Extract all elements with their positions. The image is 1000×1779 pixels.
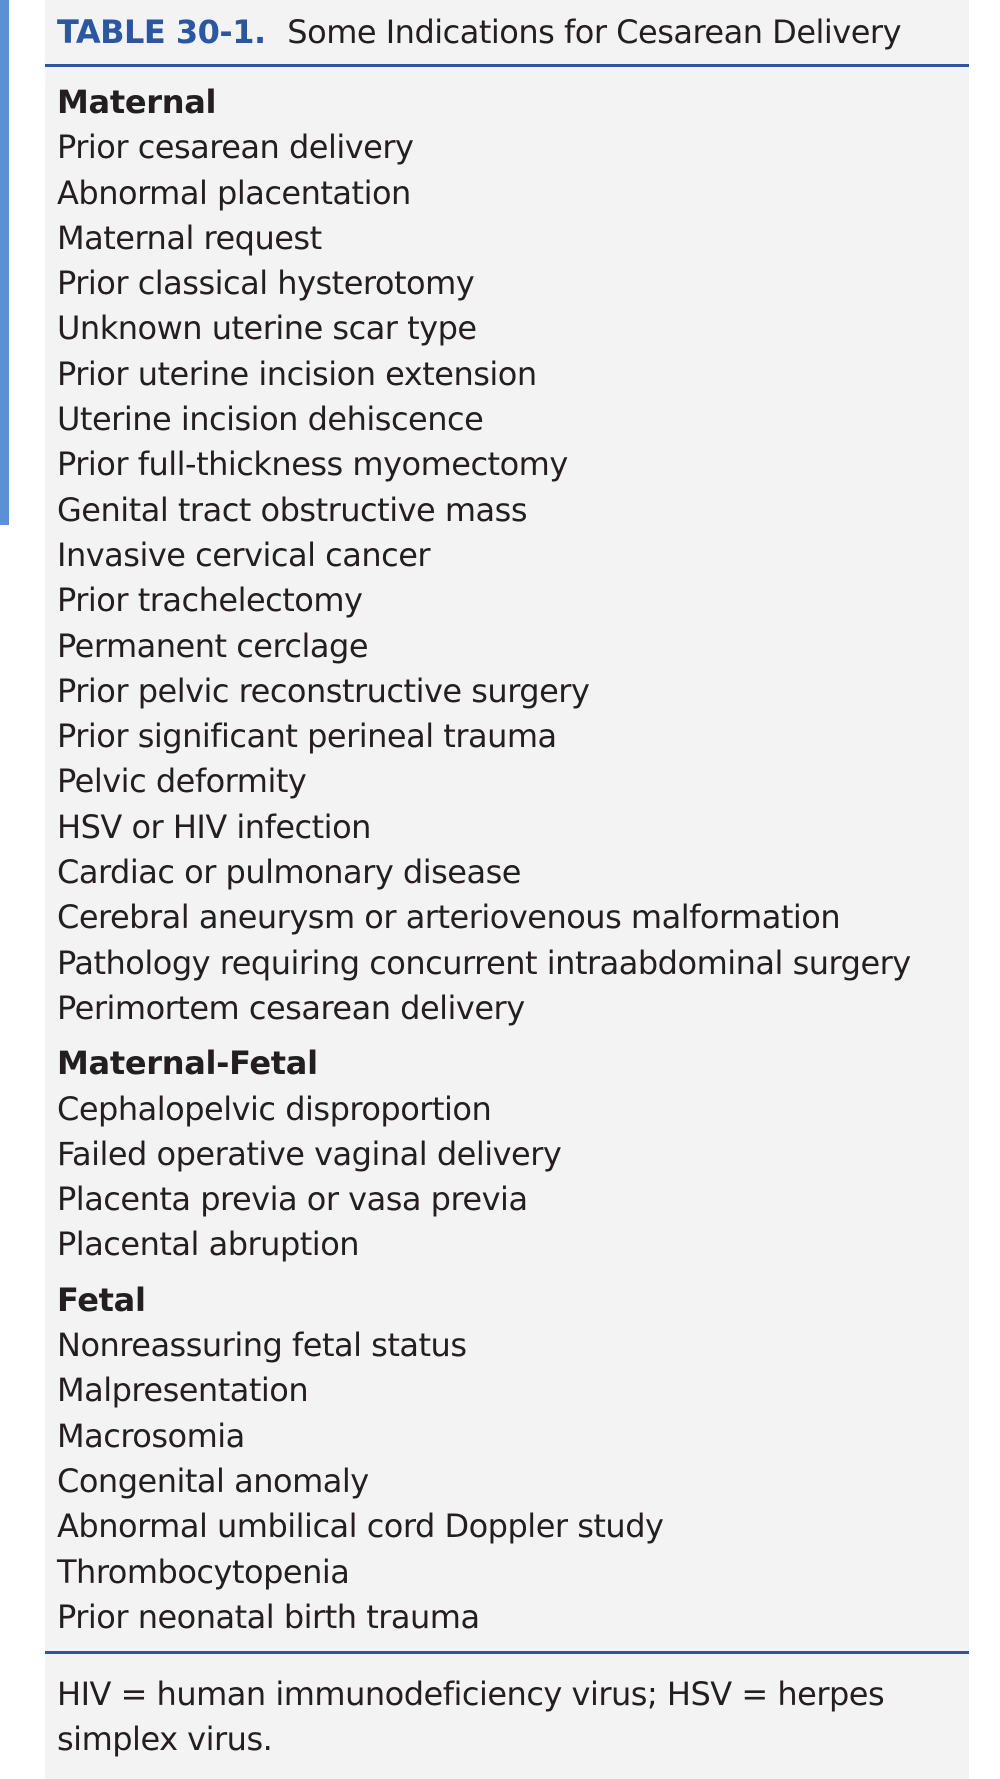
indication-item: Genital tract obstructive mass [57, 490, 527, 529]
indication-item: Prior trachelectomy [57, 581, 363, 620]
section-heading: Maternal-Fetal [57, 1044, 318, 1083]
table-section [57, 1278, 962, 1640]
indication-item: Prior neonatal birth trauma [57, 1597, 480, 1636]
indication-item: Unknown uterine scar type [57, 309, 477, 348]
indication-item: Cardiac or pulmonary disease [57, 853, 521, 892]
indication-item: Pathology requiring concurrent intraabdominal surgery [57, 943, 911, 982]
indication-item: Placenta previa or vasa previa [57, 1180, 528, 1219]
indication-item: Prior classical hysterotomy [57, 264, 475, 303]
table-bottom-rule [45, 1651, 969, 1654]
indication-item: HSV or HIV infection [57, 807, 371, 846]
indication-item: Nonreassuring fetal status [57, 1326, 467, 1365]
indication-item: Perimortem cesarean delivery [57, 988, 525, 1027]
indication-item: Pelvic deformity [57, 762, 307, 801]
table-footnote: HIV = human immunodeficiency virus; HSV = herpes simplex virus. [57, 1675, 885, 1758]
indication-item: Placental abruption [57, 1225, 360, 1264]
indication-item: Prior significant perineal trauma [57, 717, 557, 756]
indication-item: Thrombocytopenia [57, 1552, 350, 1591]
table-caption [57, 6, 901, 58]
table-panel [45, 0, 969, 1779]
indication-item: Uterine incision dehiscence [57, 400, 484, 439]
indication-item: Maternal request [57, 218, 322, 257]
indication-item: Failed operative vaginal delivery [57, 1134, 562, 1173]
indication-item: Cerebral aneurysm or arteriovenous malformation [57, 898, 841, 937]
indication-item: Cephalopelvic disproportion [57, 1089, 492, 1128]
indication-item: Malpresentation [57, 1371, 309, 1410]
indication-item: Abnormal umbilical cord Doppler study [57, 1507, 664, 1546]
indication-item: Prior full-thickness myomectomy [57, 445, 568, 484]
table-number: TABLE 30-1. [57, 13, 266, 51]
section-heading: Maternal [57, 83, 217, 121]
table-top-rule [45, 64, 969, 67]
indication-item: Congenital anomaly [57, 1461, 369, 1500]
indication-item: Invasive cervical cancer [57, 535, 431, 574]
indication-item: Macrosomia [57, 1416, 245, 1455]
table-section [57, 1041, 962, 1267]
indication-item: Abnormal placentation [57, 173, 411, 212]
indication-item: Permanent cerclage [57, 626, 369, 665]
page-margin-accent-bar [0, 0, 9, 525]
table-section [57, 80, 962, 1031]
section-heading: Fetal [57, 1280, 146, 1319]
indication-item: Prior cesarean delivery [57, 128, 414, 167]
indication-item: Prior pelvic reconstructive surgery [57, 671, 590, 710]
indication-item: Prior uterine incision extension [57, 354, 537, 393]
table-body [57, 80, 962, 1640]
table-title: Some Indications for Cesarean Delivery [287, 13, 901, 51]
